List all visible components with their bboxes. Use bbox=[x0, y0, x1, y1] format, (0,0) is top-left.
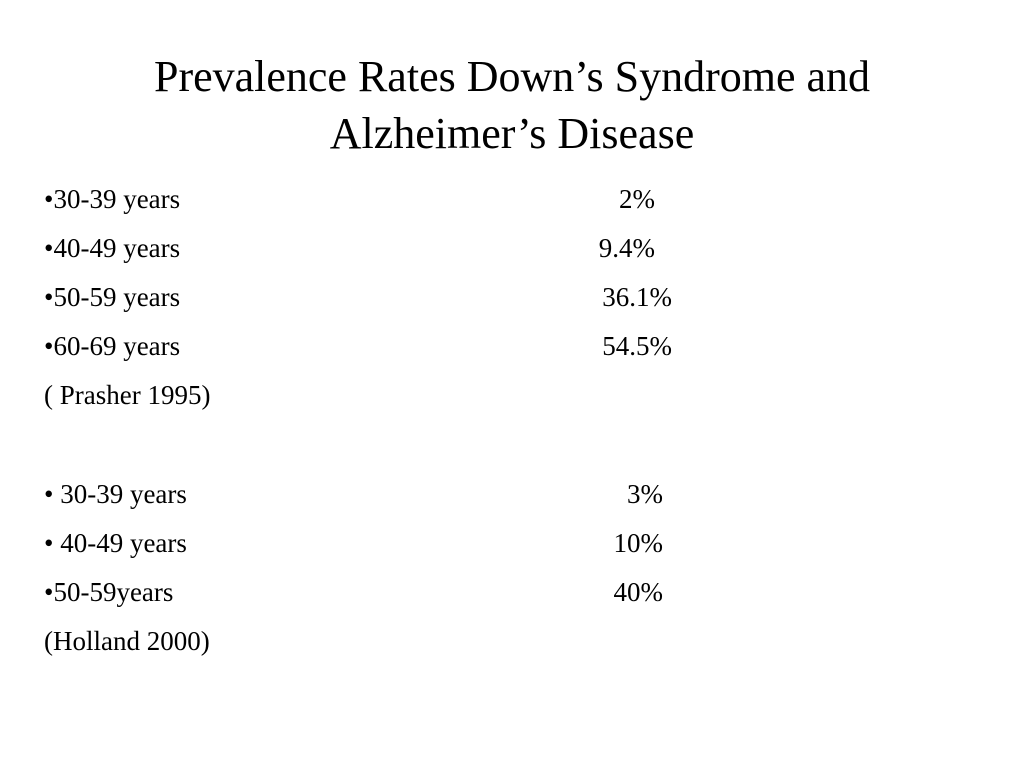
slide-title-line-2: Alzheimer’s Disease bbox=[329, 109, 695, 158]
age-label: •30-39 years bbox=[44, 184, 181, 214]
rate-value: 10% bbox=[613, 528, 663, 558]
rate-value: 36.1% bbox=[602, 282, 672, 312]
age-label: • 40-49 years bbox=[44, 528, 187, 558]
age-label: •60-69 years bbox=[44, 331, 181, 361]
age-label: •50-59years bbox=[44, 577, 174, 607]
rate-value: 2% bbox=[619, 184, 655, 214]
age-label: •50-59 years bbox=[44, 282, 181, 312]
rate-value: 9.4% bbox=[598, 233, 655, 263]
age-label: •40-49 years bbox=[44, 233, 181, 263]
rate-value: 3% bbox=[627, 479, 663, 509]
slide-title-line-1: Prevalence Rates Down’s Syndrome and bbox=[153, 52, 871, 101]
slide-title bbox=[0, 48, 1024, 162]
citation: ( Prasher 1995) bbox=[44, 380, 211, 410]
rate-value: 40% bbox=[613, 577, 663, 607]
age-label: • 30-39 years bbox=[44, 479, 187, 509]
rate-value: 54.5% bbox=[602, 331, 672, 361]
citation: (Holland 2000) bbox=[44, 626, 210, 656]
